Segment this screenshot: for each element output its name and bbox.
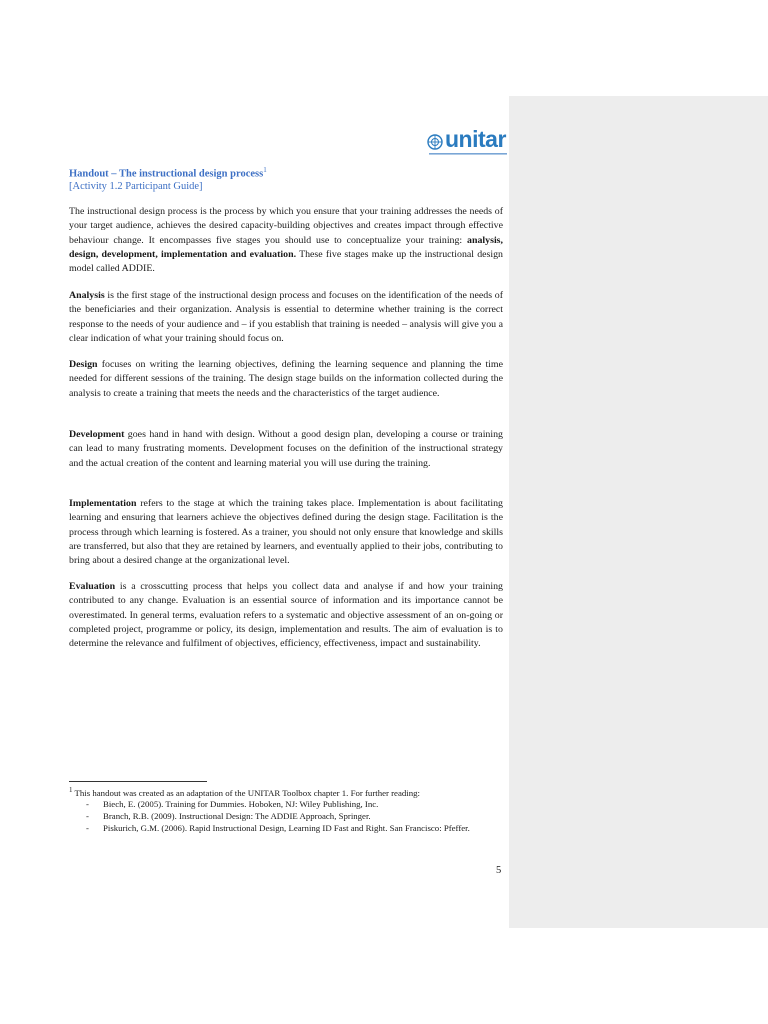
intro-text-end: These five stages make up the instructional design model called ADDIE. (69, 248, 503, 275)
evaluation-term: Evaluation (69, 581, 116, 592)
handout-subtitle: [Activity 1.2 Participant Guide] (69, 181, 203, 192)
design-term: Design (69, 359, 98, 370)
list-dash: - (86, 823, 89, 833)
footnote-separator (69, 781, 207, 782)
reference-list (86, 798, 486, 834)
analysis-text: is the first stage of the instructional design process and focuses on the identification of the needs of the beneficiaries and their organization. Analysis is essential to determine whether training is the correct response to the needs of your audience and – if you establish that training is needed – analysis will give you a clear indication of what your training should focus on. (69, 290, 503, 344)
analysis-paragraph (69, 289, 503, 346)
reference-item (86, 798, 486, 810)
list-dash: - (86, 799, 89, 809)
development-term: Development (69, 429, 125, 440)
handout-title (69, 166, 267, 180)
implementation-paragraph (69, 497, 503, 568)
list-dash: - (86, 811, 89, 821)
logo-wordmark: unitar (445, 126, 506, 152)
reference-text: Biech, E. (2005). Training for Dummies. Hoboken, NJ: Wiley Publishing, Inc. (103, 799, 379, 809)
reference-item (86, 822, 486, 834)
evaluation-text: is a crosscutting process that helps you collect data and analyse if and how your training contributed to any change. Evaluation is an essential source of information and its importance cannot be overestimated. In general terms, evaluation refers to a systematic and objective assessment of an on-going or completed project, programme or policy, its design, implementation and results. The aim of evaluation is to determine the relevance and fulfilment of objectives, efficiency, effectiveness, impact and sustainability. (69, 581, 503, 650)
reference-text: Branch, R.B. (2009). Instructional Design: The ADDIE Approach, Springer. (103, 811, 371, 821)
intro-text: The instructional design process is the process by which you ensure that your training addresses the needs of your target audience, achieves the desired capacity-building objectives and creates impact through effective behaviour change. It encompasses five stages you should use to conceptualize your training: (69, 206, 503, 246)
evaluation-paragraph (69, 580, 503, 651)
footnote-text: This handout was created as an adaptation of the UNITAR Toolbox chapter 1. For further reading: (72, 787, 420, 798)
page-number: 5 (496, 865, 502, 876)
development-paragraph (69, 428, 503, 471)
analysis-term: Analysis (69, 290, 105, 301)
intro-paragraph (69, 205, 503, 276)
implementation-text: refers to the stage at which the training takes place. Implementation is about facilitating learning and ensuring that learners achieve the objectives defined during the design stage. Facilitation is the process through which learning is fostered. As a trainer, you should not only ensure that knowledge and skills are transferred, but also that they are retained by learners, and eventually applied to their jobs, contributing to bring about a desired change at the organizational level. (69, 498, 503, 567)
logo-tagline-graphic (429, 151, 507, 157)
implementation-term: Implementation (69, 498, 137, 509)
stages-list: analysis, design, development, implementation and evaluation. (69, 234, 503, 260)
footnote-marker: 1 (69, 786, 73, 794)
unitar-logo (427, 126, 507, 158)
development-text: goes hand in hand with design. Without a good design plan, developing a course or training can lead to many frustrating moments. Development focuses on the definition of the instructional strategy and the actual creation of the content and learning material you will use during the training. (69, 429, 503, 469)
design-paragraph (69, 358, 503, 401)
footnote-reference: 1 (263, 166, 267, 174)
comment-pane (509, 96, 768, 928)
handout-title-text: Handout – The instructional design process (69, 168, 264, 180)
design-text: focuses on writing the learning objectives, defining the learning sequence and planning the time needed for different sessions of the training. The design stage builds on the information collected during the analysis to create a training that meets the needs and the characteristics of the target audience. (69, 359, 503, 399)
footnote (69, 785, 489, 799)
reference-item (86, 810, 486, 822)
un-emblem-icon (427, 134, 443, 150)
reference-text: Piskurich, G.M. (2006). Rapid Instructional Design, Learning ID Fast and Right. San Francisco: Pfeffer. (103, 823, 470, 833)
